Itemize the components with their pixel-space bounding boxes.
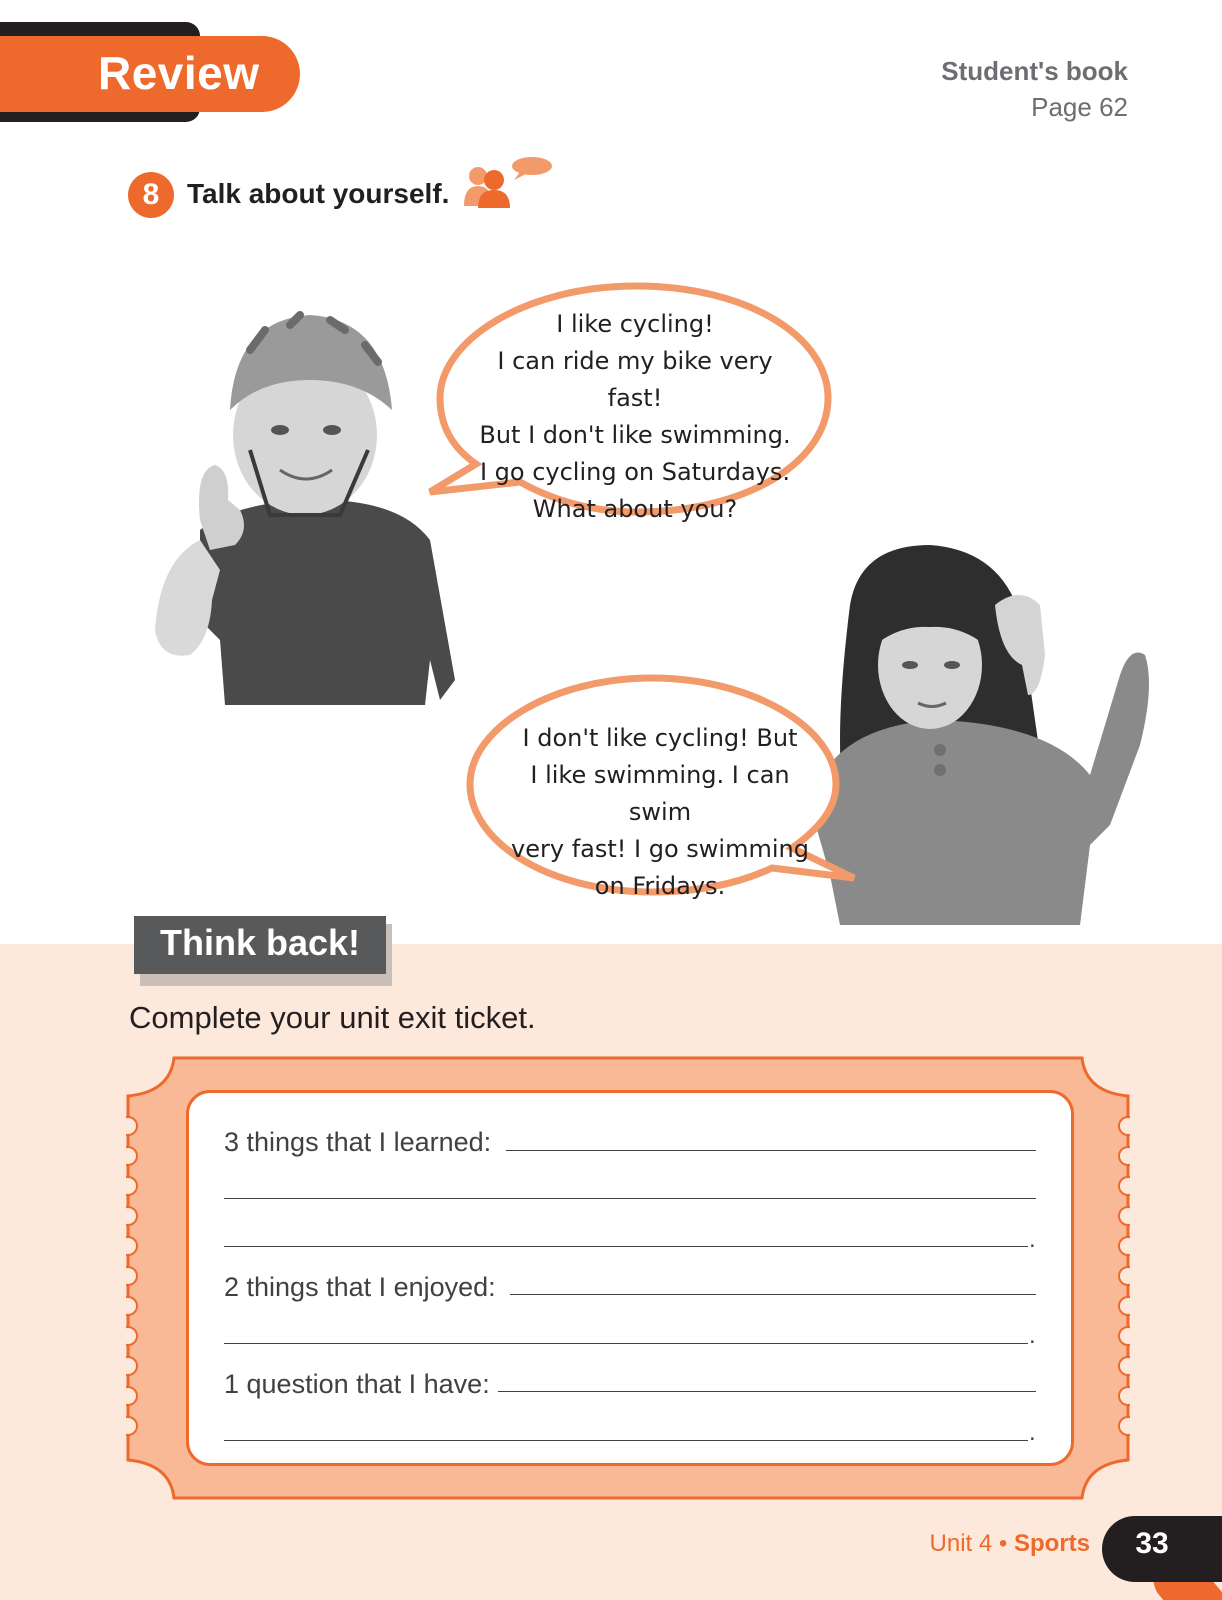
prompt-enjoyed: 2 things that I enjoyed:	[224, 1272, 496, 1302]
answer-line-question-1[interactable]	[498, 1391, 1036, 1392]
prompt-question: 1 question that I have:	[224, 1369, 490, 1399]
period-mark: .	[1029, 1419, 1036, 1446]
answer-line-learned-3[interactable]	[224, 1246, 1028, 1247]
boy-photo	[140, 300, 470, 720]
girl-speech-line: very fast! I go swimming	[511, 835, 809, 863]
girl-speech-line: on Fridays.	[594, 872, 726, 900]
section-title: Review	[98, 47, 260, 99]
period-mark: .	[1029, 1226, 1036, 1253]
footer-separator: •	[992, 1530, 1014, 1557]
task-instruction: Talk about yourself.	[187, 178, 450, 209]
answer-line-learned-1[interactable]	[506, 1150, 1036, 1151]
boy-speech-line: I go cycling on Saturdays.	[479, 458, 791, 486]
girl-speech-text	[500, 720, 820, 905]
think-back-title: Think back!	[159, 922, 361, 963]
footer-topic: Sports	[1013, 1530, 1090, 1557]
page-number: 33	[1135, 1527, 1169, 1560]
boy-speech-line: What about you?	[532, 495, 738, 523]
think-back-instruction: Complete your unit exit ticket.	[129, 1000, 536, 1035]
girl-speech-line: I don't like cycling! But	[522, 724, 798, 752]
boy-speech-line: But I don't like swimming.	[479, 421, 791, 449]
footer-unit-label	[930, 1530, 1090, 1558]
page-reference: Page 62	[1031, 92, 1128, 122]
footer-unit: Unit 4	[929, 1530, 993, 1557]
book-label: Student's book	[941, 56, 1128, 86]
boy-speech-line: I can ride my bike very fast!	[497, 347, 773, 412]
period-mark: .	[1029, 1322, 1036, 1349]
pair-talk-icon	[464, 156, 554, 212]
prompt-learned: 3 things that I learned:	[224, 1127, 492, 1157]
answer-line-learned-2[interactable]	[224, 1198, 1036, 1199]
boy-speech-text	[470, 306, 800, 528]
answer-line-enjoyed-2[interactable]	[224, 1343, 1028, 1344]
girl-speech-line: I like swimming. I can swim	[530, 761, 790, 826]
task-number-badge: 8	[128, 172, 174, 218]
boy-speech-line: I like cycling!	[556, 310, 714, 338]
answer-line-enjoyed-1[interactable]	[510, 1294, 1036, 1295]
answer-line-question-2[interactable]	[224, 1440, 1028, 1441]
